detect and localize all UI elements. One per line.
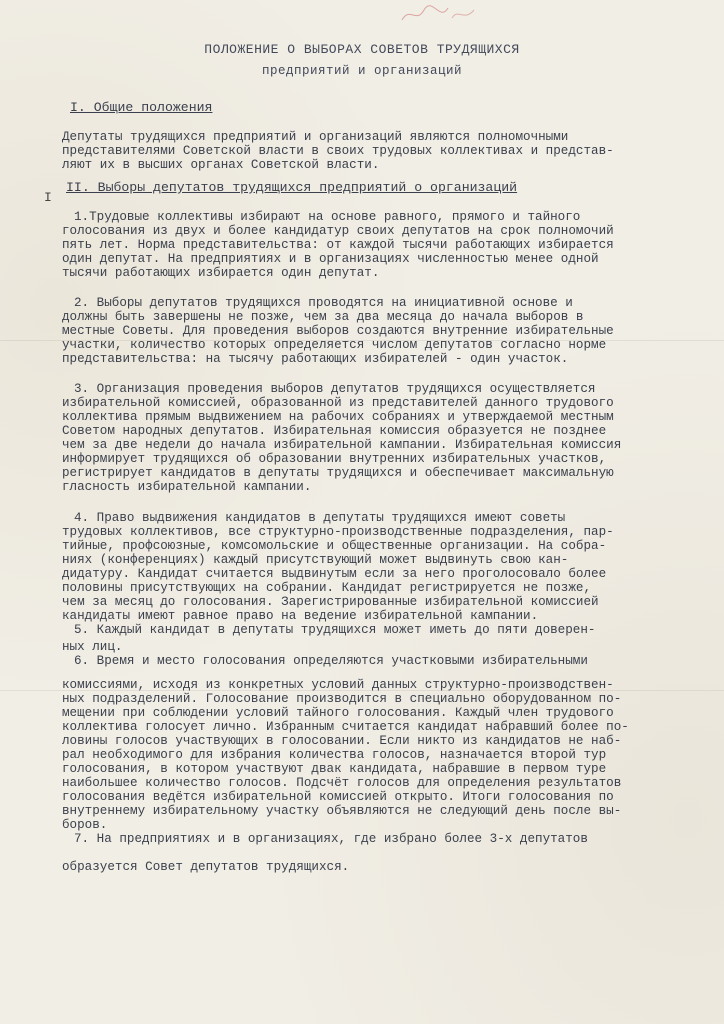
text-line: Депутаты трудящихся предприятий и организаций являются полномочными — [62, 130, 569, 144]
text-line: информирует трудящихся об образовании внутренних избирательных участков, — [62, 452, 607, 466]
text-line: коллектива прямым выдвижением на рабочих собраниях и утверждаемой местным — [62, 410, 614, 424]
text-line: представителями Советской власти в своих трудовых коллективах и представ- — [62, 144, 614, 158]
text-line: боров. — [62, 818, 108, 832]
text-line: тийные, профсоюзные, комсомольские и общественные организации. На собра- — [62, 539, 607, 553]
text-line: рал необходимого для избрания количества голосов, назначается второй тур — [62, 748, 607, 762]
text-line: трудовых коллективов, все структурно-производственные подразделения, пар- — [62, 525, 614, 539]
text-line: дидатуру. Кандидат считается выдвинутым если за него проголосовало более — [62, 567, 607, 581]
document-title: ПОЛОЖЕНИЕ О ВЫБОРАХ СОВЕТОВ ТРУДЯЩИХСЯ — [204, 42, 520, 57]
text-line: регистрирует кандидатов в депутаты трудящихся и обеспечивает максимальную — [62, 466, 614, 480]
text-line: комиссиями, исходя из конкретных условий данных структурно-производствен- — [62, 678, 614, 692]
document-subtitle: предприятий и организаций — [261, 64, 463, 78]
text-line: местные Советы. Для проведения выборов создаются внутренние избирательные — [62, 324, 614, 338]
margin-mark: I — [44, 190, 52, 205]
section-heading: II. Выборы депутатов трудящихся предприятий о организаций — [66, 180, 518, 195]
text-line: наибольшее количество голосов. Подсчёт голосов для определения результатов — [62, 776, 622, 790]
text-line: голосования ведётся избирательной комиссией открыто. Итоги голосования по — [62, 790, 614, 804]
handwritten-mark — [400, 2, 480, 26]
text-line: 1.Трудовые коллективы избирают на основе равного, прямого и тайного — [74, 210, 581, 224]
text-line: 6. Время и место голосования определяются участковыми избирательными — [74, 654, 588, 668]
text-line: 2. Выборы депутатов трудящихся проводятся на инициативной основе и — [74, 296, 573, 310]
text-line: 5. Каждый кандидат в депутаты трудящихся может иметь до пяти доверен- — [74, 623, 596, 637]
text-line: ниях (конференциях) каждый присутствующий может выдвинуть свою кан- — [62, 553, 569, 567]
text-line: ных подразделений. Голосование производится в специально оборудованном по- — [62, 692, 622, 706]
text-line: должны быть завершены не позже, чем за два месяца до начала выборов в — [62, 310, 584, 324]
text-line: представительства: на тысячу работающих избирателей - один участок. — [62, 352, 569, 366]
text-line: 4. Право выдвижения кандидатов в депутаты трудящихся имеют советы — [74, 511, 566, 525]
text-line: голосования из двух и более кандидатур своих депутатов на срок полномочий — [62, 224, 614, 238]
text-line: 7. На предприятиях и в организациях, где избрано более 3-х депутатов — [74, 832, 588, 846]
text-line: Советом народных депутатов. Избирательная комиссия образуется не позднее — [62, 424, 607, 438]
text-line: тысячи работающих избирается один депутат. — [62, 266, 380, 280]
text-line: образуется Совет депутатов трудящихся. — [62, 860, 350, 874]
text-line: ловины голосов участвующих в голосовании. Если никто из кандидатов не наб- — [62, 734, 622, 748]
text-line: кандидаты имеют равное право на ведение избирательной кампании. — [62, 609, 539, 623]
text-line: избирательной комиссией, образованной из представителей данного трудового — [62, 396, 614, 410]
text-line: мещении при соблюдении условий тайного голосования. Каждый член трудового — [62, 706, 614, 720]
text-line: пять лет. Норма представительства: от каждой тысячи работающих избирается — [62, 238, 614, 252]
text-line: чем за месяц до голосования. Зарегистрированные избирательной комиссией — [62, 595, 599, 609]
text-line: чем за две недели до начала избирательной кампании. Избирательная комиссия — [62, 438, 622, 452]
section-heading: I. Общие положения — [70, 100, 213, 115]
text-line: 3. Организация проведения выборов депутатов трудящихся осуществляется — [74, 382, 596, 396]
text-line: коллектива голосует лично. Избранным считается кандидат набравший более по- — [62, 720, 629, 734]
text-line: один депутат. На предприятиях и в организациях численностью менее одной — [62, 252, 599, 266]
text-line: половины присутствующих на собрании. Кандидат регистрируется не позже, — [62, 581, 592, 595]
text-line: участки, количество которых определяется числом депутатов согласно норме — [62, 338, 607, 352]
text-line: ляют их в высших органах Советской власти. — [62, 158, 380, 172]
text-line: голосования, в котором участвуют двак кандидата, набравшие в первом туре — [62, 762, 607, 776]
text-line: внутреннему избирательному участку объявляются не следующий день после вы- — [62, 804, 622, 818]
text-line: гласность избирательной кампании. — [62, 480, 312, 494]
text-line: ных лиц. — [62, 640, 123, 654]
